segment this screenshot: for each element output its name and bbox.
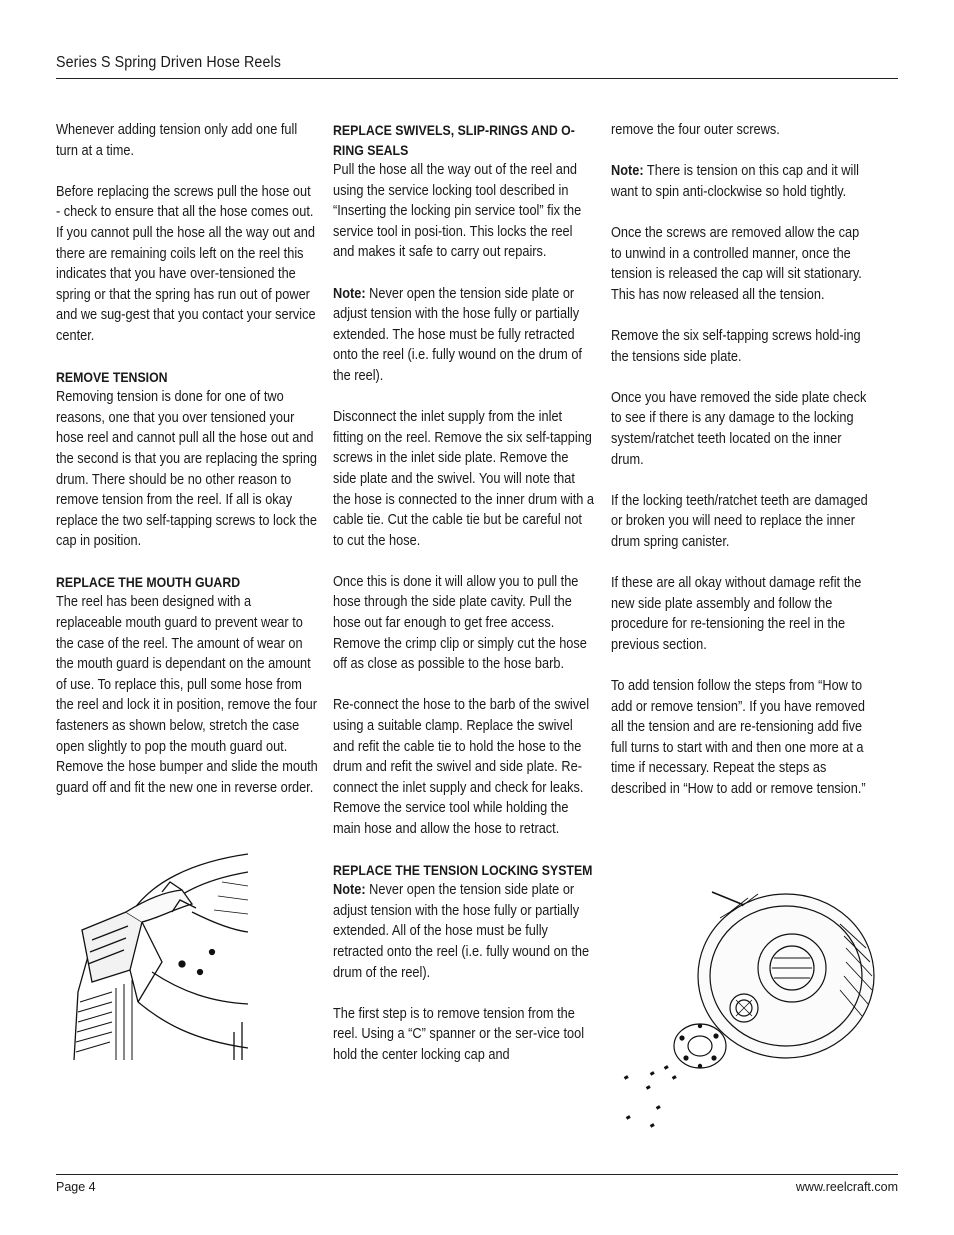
section-heading-swivels: REPLACE SWIVELS, SLIP-RINGS AND O-RING SEALS <box>333 122 575 158</box>
section-heading-mouth-guard: REPLACE THE MOUTH GUARD <box>56 574 241 591</box>
paragraph: Once this is done it will allow you to pull the hose through the side plate cavity. Pull the hose out far enough to get free access. Remove the crimp clip or simply cut the hose off as close as possible to the hose barb. <box>333 573 587 673</box>
paragraph: Pull the hose all the way out of the reel and using the service locking tool described in “Inserting the locking pin service tool” fix the service tool in posi-tion. This locks the reel and makes it safe to carry out repairs. <box>333 162 582 261</box>
paragraph: remove the four outer screws. <box>611 122 780 138</box>
section-heading-remove-tension: REMOVE TENSION <box>56 369 168 386</box>
paragraph: If the locking teeth/ratchet teeth are damaged or broken you will need to replace the inner drum spring canister. <box>611 492 868 550</box>
website-link[interactable]: www.reelcraft.com <box>795 1180 898 1194</box>
note-label: Note: <box>611 163 644 180</box>
column-right <box>611 120 873 820</box>
section-heading-tension-locking: REPLACE THE TENSION LOCKING SYSTEM <box>333 862 593 879</box>
paragraph: Removing tension is done for one of two reasons, one that you over tensioned your hose reel and cannot pull all the hose out and the second is that you are replacing the spring drum. There should be no other reason to remove tension from the reel. If all is okay replace the two self-tapping screws to lock the cap in position. <box>56 389 318 550</box>
page-header-title: Series S Spring Driven Hose Reels <box>56 54 281 71</box>
paragraph: The reel has been designed with a replaceable mouth guard to prevent wear to the case of the reel. The amount of wear on the mouth guard is dependant on the amount of use. To replace this, pull some hose from the reel and lock it in position, remove the four fasteners as shown below, stretch the case open slightly to pop the mouth guard out. Remove the hose bumper and slide the mouth guard off and fit the new one in reverse order. <box>56 594 318 796</box>
note-paragraph <box>611 161 873 202</box>
note-text: There is tension on this cap and it will want to spin anti-clockwise so hold tightly. <box>611 163 860 200</box>
paragraph: The first step is to remove tension from the reel. Using a “C” spanner or the ser-vice tool hold the center locking cap and <box>333 1005 585 1063</box>
paragraph: Before replacing the screws pull the hose out - check to ensure that all the hose comes out. If you cannot pull the hose all the way out and there are remaining coils left on the reel this indicates that you have over-tensioned the spring or that the spring has run out of power and we sug-gest that you contact your service center. <box>56 183 316 344</box>
note-paragraph <box>333 284 595 387</box>
column-left <box>56 120 318 819</box>
footer-divider <box>56 1174 898 1175</box>
note-label: Note: <box>333 285 366 302</box>
paragraph: Disconnect the inlet supply from the inlet fitting on the reel. Remove the six self-tapping screws in the inlet side plate. Remove the side plate and the swivel. You will note that the hose is connected to the inner drum with a cable tie. Cut the cable tie but be careful not to cut the hose. <box>333 409 595 549</box>
note-label: Note: <box>333 882 366 899</box>
paragraph: To add tension follow the steps from “How to add or remove tension”. If you have removed all the tension and are re-tensioning add five full turns to start with and then one more at a time if necessary. Repeat the steps as described in “How to add or remove tension.” <box>611 678 866 797</box>
header-divider <box>56 78 898 79</box>
page-number: Page 4 <box>56 1180 96 1194</box>
paragraph: Remove the six self-tapping screws hold-ing the tensions side plate. <box>611 327 861 365</box>
paragraph: Whenever adding tension only add one full turn at a time. <box>56 122 298 159</box>
paragraph: Once the screws are removed allow the cap to unwind in a controlled manner, once the tension is released the cap will sit stationary. This has now released all the tension. <box>611 224 862 303</box>
paragraph: If these are all okay without damage refit the new side plate assembly and follow the procedure for re-tensioning the reel in the previous section. <box>611 575 862 653</box>
note-paragraph <box>333 880 595 983</box>
exploded-reel-illustration <box>616 888 878 1133</box>
paragraph: Once you have removed the side plate check to see if there is any damage to the locking system/ratchet teeth located on the inner drum. <box>611 389 867 468</box>
note-text: Never open the tension side plate or adjust tension with the hose fully or partially extended. All of the hose must be fully retracted onto the reel (i.e. fully wound on the drum of the reel). <box>333 882 590 981</box>
note-text: Never open the tension side plate or adjust tension with the hose fully or partially extended. The hose must be fully retracted onto the reel (i.e. fully wound on the drum of the reel). <box>333 285 582 384</box>
mouth-guard-illustration <box>72 852 250 1062</box>
paragraph: Re-connect the hose to the barb of the swivel using a suitable clamp. Replace the swivel and refit the cable tie to hold the hose to the drum and refit the swivel and side plate. Re-connect the inlet supply and check for leaks. Remove the service tool while holding the main hose and allow the hose to retract. <box>333 697 590 837</box>
column-middle <box>333 120 595 1086</box>
